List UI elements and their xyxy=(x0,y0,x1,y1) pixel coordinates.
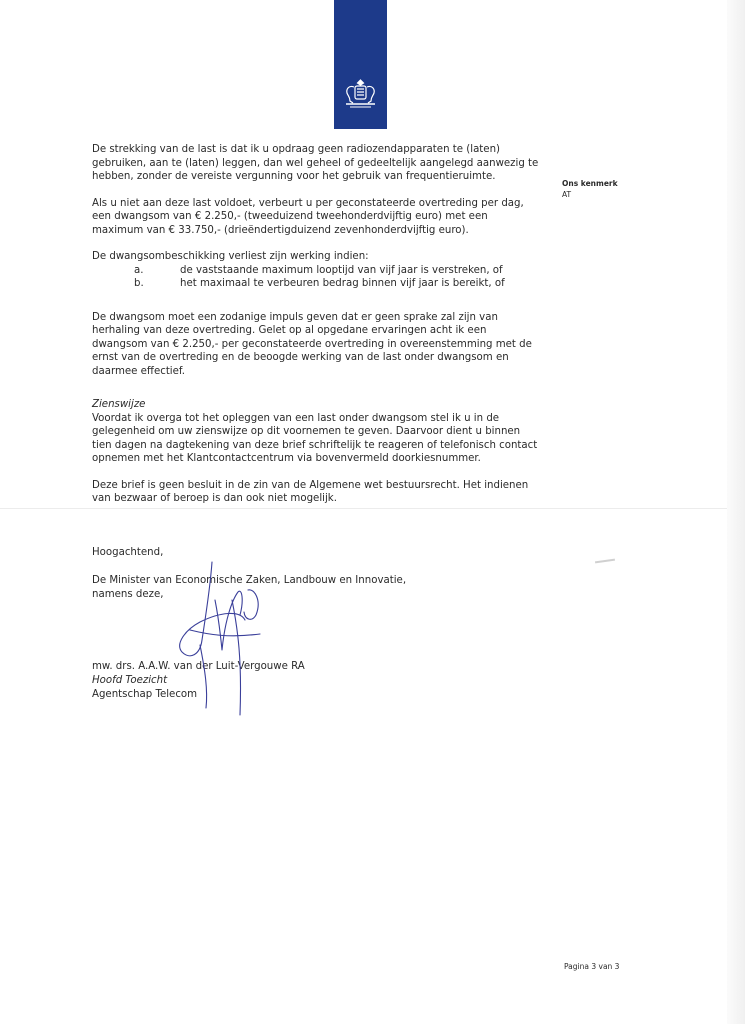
signatory-name: mw. drs. A.A.W. van der Luit-Vergouwe RA xyxy=(92,661,305,672)
letter-body xyxy=(92,143,542,519)
paragraph-zienswijze xyxy=(92,398,542,466)
reference-block xyxy=(562,178,682,200)
paragraph-last: De strekking van de last is dat ik u opdraag geen radiozendapparaten te (laten) gebruiken, aan te (laten) leggen, dan wel geheel of gedeeltelijk aangelegd aanwezig te hebben, zonder de vereiste vergunning voor het gebruik van frequentieruimte. xyxy=(92,144,539,182)
minister-title: De Minister van Economische Zaken, Landbouw en Innovatie, xyxy=(92,575,407,586)
paragraph-dwangsom-amount: Als u niet aan deze last voldoet, verbeurt u per geconstateerde overtreding per dag, een dwangsom van € 2.250,- (tweeduizend tweehonderdvijftig euro) met een maximum van € 33.750,- (drieëndertigduizend zevenhonderdvijftig euro). xyxy=(92,197,524,236)
list-letter: a. xyxy=(134,264,144,276)
list-item xyxy=(92,277,542,291)
reference-label: Ons kenmerk xyxy=(562,179,618,188)
paragraph-no-decision: Deze brief is geen besluit in de zin van de Algemene wet bestuursrecht. Het indienen van bezwaar of beroep is dan ook niet mogelijk. xyxy=(92,479,529,504)
greeting: Hoogachtend, xyxy=(92,547,164,558)
list-item xyxy=(92,264,542,278)
list-text: de vaststaande maximum looptijd van vijf jaar is verstreken, of xyxy=(180,264,503,276)
signatory-role: Hoofd Toezicht xyxy=(92,675,168,686)
conditions-intro: De dwangsombeschikking verliest zijn werking indien: xyxy=(92,251,369,262)
paragraph-conditions xyxy=(92,250,542,291)
page-number: Pagina 3 van 3 xyxy=(564,962,620,971)
list-letter: b. xyxy=(134,278,144,289)
coat-of-arms-icon xyxy=(342,78,379,112)
handwritten-signature xyxy=(170,560,280,720)
list-text: het maximaal te verbeuren bedrag binnen vijf jaar is bereikt, of xyxy=(180,278,505,289)
paragraph-impuls: De dwangsom moet een zodanige impuls geven dat er geen sprake zal zijn van herhaling van deze overtreding. Gelet op al opgedane ervaringen acht ik een dwangsom van € 2.250,- per geconstateerde overtreding in overeenstemming met de ernst van de overtreding en de beoogde werking van de last onder dwangsom en daarmee effectief. xyxy=(92,311,532,377)
namens-deze: namens deze, xyxy=(92,589,164,600)
paper-edge xyxy=(727,0,745,1024)
zienswijze-text: Voordat ik overga tot het opleggen van een last onder dwangsom stel ik u in de gelegenheid om uw zienswijze op dit voornemen te geven. Daarvoor dient u binnen tien dagen na dagtekening van deze brief schriftelijk te reageren of telefonisch contact opnemen met het Klantcontactcentrum via bovenvermeld doorkiesnummer. xyxy=(92,412,538,464)
reference-value: AT xyxy=(562,190,572,199)
zienswijze-heading: Zienswijze xyxy=(92,399,146,410)
government-logo-bar xyxy=(334,0,387,129)
paper-mark xyxy=(595,559,615,564)
signatory-org: Agentschap Telecom xyxy=(92,689,198,700)
